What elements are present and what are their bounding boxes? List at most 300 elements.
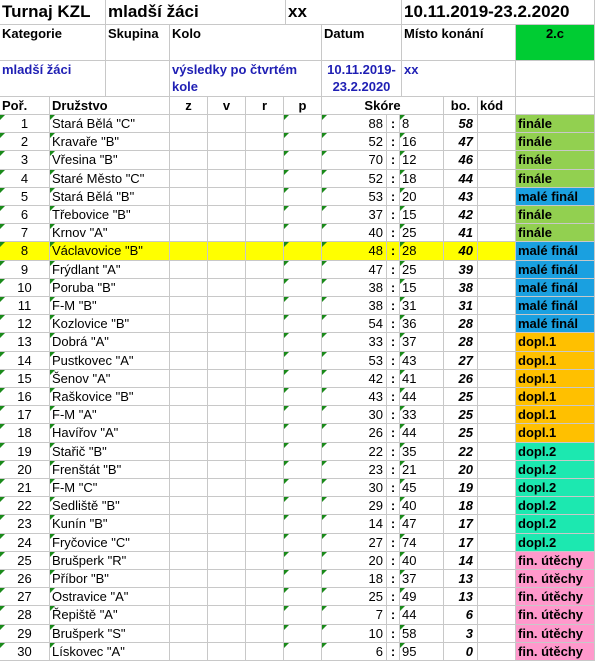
code-badge: malé finál: [516, 261, 595, 279]
table-cell: [246, 333, 284, 352]
points-cell: 19: [444, 479, 478, 497]
rank-cell: 15: [0, 370, 50, 388]
table-cell: [246, 588, 284, 606]
info-datum: 10.11.2019-23.2.2020: [322, 61, 402, 97]
table-cell: [208, 643, 246, 661]
points-cell: 22: [444, 443, 478, 461]
score-for-cell: 25: [322, 588, 387, 606]
code-badge: fin. útěchy: [516, 588, 595, 606]
col-v: v: [208, 97, 246, 115]
table-cell: [170, 315, 208, 333]
points-cell: 13: [444, 588, 478, 606]
score-against-cell: 28: [400, 242, 444, 261]
rank-cell: 14: [0, 352, 50, 370]
table-cell: [208, 315, 246, 333]
score-for-cell: 30: [322, 406, 387, 424]
table-cell: [478, 406, 516, 424]
score-for-cell: 27: [322, 534, 387, 552]
table-cell: [170, 115, 208, 133]
team-name-cell: Brušperk "S": [50, 625, 170, 643]
table-cell: [170, 151, 208, 170]
rank-cell: 1: [0, 115, 50, 133]
col-druzstvo: Družstvo: [50, 97, 170, 115]
points-cell: 43: [444, 188, 478, 206]
score-against-cell: 33: [400, 406, 444, 424]
rank-cell: 10: [0, 279, 50, 297]
table-cell: [170, 461, 208, 479]
table-cell: [246, 643, 284, 661]
score-against-cell: 21: [400, 461, 444, 479]
score-separator: :: [387, 461, 400, 479]
table-cell: [284, 242, 322, 261]
rank-cell: 16: [0, 388, 50, 406]
rank-cell: 13: [0, 333, 50, 352]
table-cell: [478, 333, 516, 352]
table-cell: [478, 534, 516, 552]
score-against-cell: 36: [400, 315, 444, 333]
table-cell: [208, 606, 246, 625]
points-cell: 38: [444, 279, 478, 297]
score-against-cell: 25: [400, 224, 444, 242]
score-for-cell: 18: [322, 570, 387, 588]
points-cell: 58: [444, 115, 478, 133]
score-for-cell: 10: [322, 625, 387, 643]
team-name-cell: Poruba "B": [50, 279, 170, 297]
score-against-cell: 58: [400, 625, 444, 643]
table-cell: [170, 497, 208, 515]
team-name-cell: Stará Bělá "B": [50, 188, 170, 206]
team-name-cell: Kunín "B": [50, 515, 170, 534]
code-badge: fin. útěchy: [516, 606, 595, 625]
score-separator: :: [387, 315, 400, 333]
points-cell: 25: [444, 388, 478, 406]
rank-cell: 9: [0, 261, 50, 279]
table-cell: [208, 133, 246, 151]
code-badge: dopl.1: [516, 424, 595, 443]
code-badge: dopl.1: [516, 333, 595, 352]
rank-cell: 27: [0, 588, 50, 606]
score-for-cell: 20: [322, 552, 387, 570]
col-por: Poř.: [0, 97, 50, 115]
code-badge: dopl.2: [516, 497, 595, 515]
table-cell: [208, 333, 246, 352]
rank-cell: 5: [0, 188, 50, 206]
points-cell: 39: [444, 261, 478, 279]
table-cell: [208, 242, 246, 261]
score-separator: :: [387, 279, 400, 297]
table-cell: [478, 588, 516, 606]
table-cell: [170, 206, 208, 224]
table-cell: [208, 370, 246, 388]
score-against-cell: 44: [400, 424, 444, 443]
team-name-cell: F-M "A": [50, 406, 170, 424]
table-cell: [284, 388, 322, 406]
points-cell: 47: [444, 133, 478, 151]
score-separator: :: [387, 534, 400, 552]
score-for-cell: 53: [322, 352, 387, 370]
col-r: r: [246, 97, 284, 115]
team-name-cell: Frýdlant "A": [50, 261, 170, 279]
table-cell: [478, 224, 516, 242]
table-cell: [208, 352, 246, 370]
rank-cell: 28: [0, 606, 50, 625]
code-badge: dopl.2: [516, 443, 595, 461]
table-cell: [246, 443, 284, 461]
table-cell: [170, 279, 208, 297]
table-cell: [208, 188, 246, 206]
table-cell: [208, 461, 246, 479]
table-cell: [170, 443, 208, 461]
table-cell: [284, 115, 322, 133]
rank-cell: 2: [0, 133, 50, 151]
table-cell: [478, 370, 516, 388]
code-badge: fin. útěchy: [516, 552, 595, 570]
table-cell: [246, 170, 284, 188]
table-cell: [246, 461, 284, 479]
table-cell: [208, 424, 246, 443]
code-badge: finále: [516, 224, 595, 242]
team-name-cell: Lískovec "A": [50, 643, 170, 661]
score-separator: :: [387, 406, 400, 424]
score-for-cell: 52: [322, 170, 387, 188]
points-cell: 13: [444, 570, 478, 588]
rank-cell: 11: [0, 297, 50, 315]
table-cell: [284, 297, 322, 315]
table-cell: [478, 242, 516, 261]
table-cell: [478, 352, 516, 370]
table-cell: [284, 588, 322, 606]
table-cell: [284, 515, 322, 534]
rank-cell: 4: [0, 170, 50, 188]
points-cell: 0: [444, 643, 478, 661]
label-kolo: Kolo: [170, 25, 322, 61]
code-badge: dopl.1: [516, 352, 595, 370]
points-cell: 44: [444, 170, 478, 188]
table-cell: [170, 261, 208, 279]
table-cell: [284, 643, 322, 661]
score-separator: :: [387, 170, 400, 188]
score-for-cell: 52: [322, 133, 387, 151]
table-cell: [478, 479, 516, 497]
code-badge: finále: [516, 133, 595, 151]
score-against-cell: 95: [400, 643, 444, 661]
score-separator: :: [387, 151, 400, 170]
team-name-cell: Třebovice "B": [50, 206, 170, 224]
score-against-cell: 15: [400, 206, 444, 224]
table-cell: [246, 352, 284, 370]
col-p: p: [284, 97, 322, 115]
code-cell: 2.c: [516, 25, 595, 61]
col-z: z: [170, 97, 208, 115]
score-separator: :: [387, 643, 400, 661]
label-datum: Datum: [322, 25, 402, 61]
rank-cell: 17: [0, 406, 50, 424]
category-title: mladší žáci: [106, 0, 286, 25]
table-cell: [284, 552, 322, 570]
score-separator: :: [387, 588, 400, 606]
rank-cell: 3: [0, 151, 50, 170]
score-for-cell: 53: [322, 188, 387, 206]
score-separator: :: [387, 261, 400, 279]
score-for-cell: 88: [322, 115, 387, 133]
table-cell: [478, 552, 516, 570]
team-name-cell: Sedliště "B": [50, 497, 170, 515]
team-name-cell: Šenov "A": [50, 370, 170, 388]
team-name-cell: Frenštát "B": [50, 461, 170, 479]
rank-cell: 6: [0, 206, 50, 224]
table-cell: [170, 406, 208, 424]
label-kategorie: Kategorie: [0, 25, 106, 61]
table-cell: [246, 261, 284, 279]
table-cell: [284, 606, 322, 625]
score-for-cell: 38: [322, 297, 387, 315]
table-cell: [208, 588, 246, 606]
table-cell: [246, 115, 284, 133]
table-cell: [284, 279, 322, 297]
points-cell: 18: [444, 497, 478, 515]
score-against-cell: 31: [400, 297, 444, 315]
code-badge: malé finál: [516, 279, 595, 297]
rank-cell: 19: [0, 443, 50, 461]
score-for-cell: 7: [322, 606, 387, 625]
points-cell: 25: [444, 424, 478, 443]
points-cell: 46: [444, 151, 478, 170]
table-cell: [208, 534, 246, 552]
code-badge: dopl.1: [516, 388, 595, 406]
score-against-cell: 37: [400, 570, 444, 588]
table-cell: [284, 133, 322, 151]
table-cell: [284, 534, 322, 552]
info-skupina: [106, 61, 170, 97]
score-against-cell: 49: [400, 588, 444, 606]
table-cell: [246, 133, 284, 151]
score-against-cell: 41: [400, 370, 444, 388]
table-cell: [170, 570, 208, 588]
points-cell: 40: [444, 242, 478, 261]
score-for-cell: 37: [322, 206, 387, 224]
team-name-cell: Stařič "B": [50, 443, 170, 461]
table-cell: [170, 170, 208, 188]
team-name-cell: Kozlovice "B": [50, 315, 170, 333]
table-cell: [170, 534, 208, 552]
info-kategorie: mladší žáci: [0, 61, 106, 97]
table-cell: [478, 625, 516, 643]
score-separator: :: [387, 133, 400, 151]
score-against-cell: 44: [400, 388, 444, 406]
score-against-cell: 40: [400, 552, 444, 570]
table-cell: [208, 479, 246, 497]
team-name-cell: F-M "C": [50, 479, 170, 497]
table-cell: [170, 224, 208, 242]
table-cell: [170, 333, 208, 352]
table-cell: [284, 497, 322, 515]
score-against-cell: 25: [400, 261, 444, 279]
table-cell: [478, 497, 516, 515]
table-cell: [284, 461, 322, 479]
table-cell: [246, 515, 284, 534]
score-separator: :: [387, 515, 400, 534]
points-cell: 27: [444, 352, 478, 370]
table-cell: [284, 333, 322, 352]
points-cell: 28: [444, 333, 478, 352]
table-cell: [246, 297, 284, 315]
table-cell: [478, 315, 516, 333]
score-against-cell: 16: [400, 133, 444, 151]
label-skupina: Skupina: [106, 25, 170, 61]
table-cell: [478, 151, 516, 170]
score-against-cell: 15: [400, 279, 444, 297]
table-cell: [284, 479, 322, 497]
score-against-cell: 45: [400, 479, 444, 497]
score-against-cell: 37: [400, 333, 444, 352]
table-cell: [208, 170, 246, 188]
table-cell: [246, 315, 284, 333]
table-cell: [208, 206, 246, 224]
score-for-cell: 54: [322, 315, 387, 333]
table-cell: [284, 443, 322, 461]
rank-cell: 12: [0, 315, 50, 333]
table-cell: [478, 443, 516, 461]
score-against-cell: 44: [400, 606, 444, 625]
table-cell: [478, 424, 516, 443]
score-against-cell: 20: [400, 188, 444, 206]
team-name-cell: Staré Město "C": [50, 170, 170, 188]
score-against-cell: 8: [400, 115, 444, 133]
table-cell: [478, 297, 516, 315]
code-badge: fin. útěchy: [516, 570, 595, 588]
table-cell: [246, 279, 284, 297]
team-name-cell: Příbor "B": [50, 570, 170, 588]
table-cell: [478, 643, 516, 661]
score-for-cell: 30: [322, 479, 387, 497]
table-cell: [284, 261, 322, 279]
table-cell: [208, 497, 246, 515]
score-separator: :: [387, 115, 400, 133]
code-badge: malé finál: [516, 242, 595, 261]
rank-cell: 30: [0, 643, 50, 661]
table-cell: [284, 352, 322, 370]
rank-cell: 24: [0, 534, 50, 552]
table-cell: [478, 388, 516, 406]
table-cell: [208, 261, 246, 279]
score-against-cell: 18: [400, 170, 444, 188]
table-cell: [208, 406, 246, 424]
score-for-cell: 14: [322, 515, 387, 534]
score-for-cell: 33: [322, 333, 387, 352]
table-cell: [246, 497, 284, 515]
table-cell: [208, 552, 246, 570]
table-cell: [478, 261, 516, 279]
table-cell: [170, 515, 208, 534]
table-cell: [478, 188, 516, 206]
table-cell: [284, 151, 322, 170]
table-cell: [170, 370, 208, 388]
table-cell: [478, 170, 516, 188]
team-name-cell: Vřesina "B": [50, 151, 170, 170]
team-name-cell: Brušperk "R": [50, 552, 170, 570]
team-name-cell: Řepiště "A": [50, 606, 170, 625]
col-skore: Skóre: [322, 97, 444, 115]
table-cell: [246, 188, 284, 206]
table-cell: [246, 224, 284, 242]
code-badge: dopl.1: [516, 370, 595, 388]
table-cell: [246, 151, 284, 170]
code-badge: dopl.2: [516, 534, 595, 552]
table-cell: [246, 570, 284, 588]
score-separator: :: [387, 206, 400, 224]
score-for-cell: 23: [322, 461, 387, 479]
table-cell: [170, 352, 208, 370]
table-cell: [208, 297, 246, 315]
rank-cell: 22: [0, 497, 50, 515]
score-separator: :: [387, 388, 400, 406]
table-cell: [246, 625, 284, 643]
score-separator: :: [387, 297, 400, 315]
score-separator: :: [387, 625, 400, 643]
label-misto: Místo konání: [402, 25, 516, 61]
score-separator: :: [387, 606, 400, 625]
points-cell: 41: [444, 224, 478, 242]
points-cell: 14: [444, 552, 478, 570]
col-empty: [516, 97, 595, 115]
rank-cell: 25: [0, 552, 50, 570]
code-badge: dopl.2: [516, 515, 595, 534]
tournament-title: Turnaj KZL: [0, 0, 106, 25]
score-against-cell: 74: [400, 534, 444, 552]
rank-cell: 8: [0, 242, 50, 261]
score-separator: :: [387, 570, 400, 588]
xx-title: xx: [286, 0, 402, 25]
rank-cell: 23: [0, 515, 50, 534]
score-against-cell: 40: [400, 497, 444, 515]
score-for-cell: 29: [322, 497, 387, 515]
score-separator: :: [387, 497, 400, 515]
points-cell: 3: [444, 625, 478, 643]
score-for-cell: 43: [322, 388, 387, 406]
table-cell: [208, 279, 246, 297]
score-against-cell: 43: [400, 352, 444, 370]
table-cell: [246, 388, 284, 406]
table-cell: [170, 625, 208, 643]
info-kolo: výsledky po čtvrtém kole: [170, 61, 322, 97]
table-cell: [208, 388, 246, 406]
team-name-cell: Fryčovice "C": [50, 534, 170, 552]
table-cell: [170, 479, 208, 497]
table-cell: [478, 115, 516, 133]
table-cell: [478, 606, 516, 625]
table-cell: [478, 133, 516, 151]
table-cell: [246, 370, 284, 388]
score-separator: :: [387, 443, 400, 461]
code-badge: dopl.2: [516, 479, 595, 497]
team-name-cell: Ostravice "A": [50, 588, 170, 606]
table-cell: [170, 388, 208, 406]
table-cell: [246, 424, 284, 443]
table-cell: [284, 370, 322, 388]
code-badge: malé finál: [516, 188, 595, 206]
table-cell: [246, 606, 284, 625]
team-name-cell: Havířov "A": [50, 424, 170, 443]
team-name-cell: Dobrá "A": [50, 333, 170, 352]
points-cell: 25: [444, 406, 478, 424]
table-cell: [246, 534, 284, 552]
score-for-cell: 48: [322, 242, 387, 261]
code-badge: dopl.1: [516, 406, 595, 424]
table-cell: [208, 515, 246, 534]
code-badge: fin. útěchy: [516, 643, 595, 661]
score-against-cell: 47: [400, 515, 444, 534]
table-cell: [284, 625, 322, 643]
